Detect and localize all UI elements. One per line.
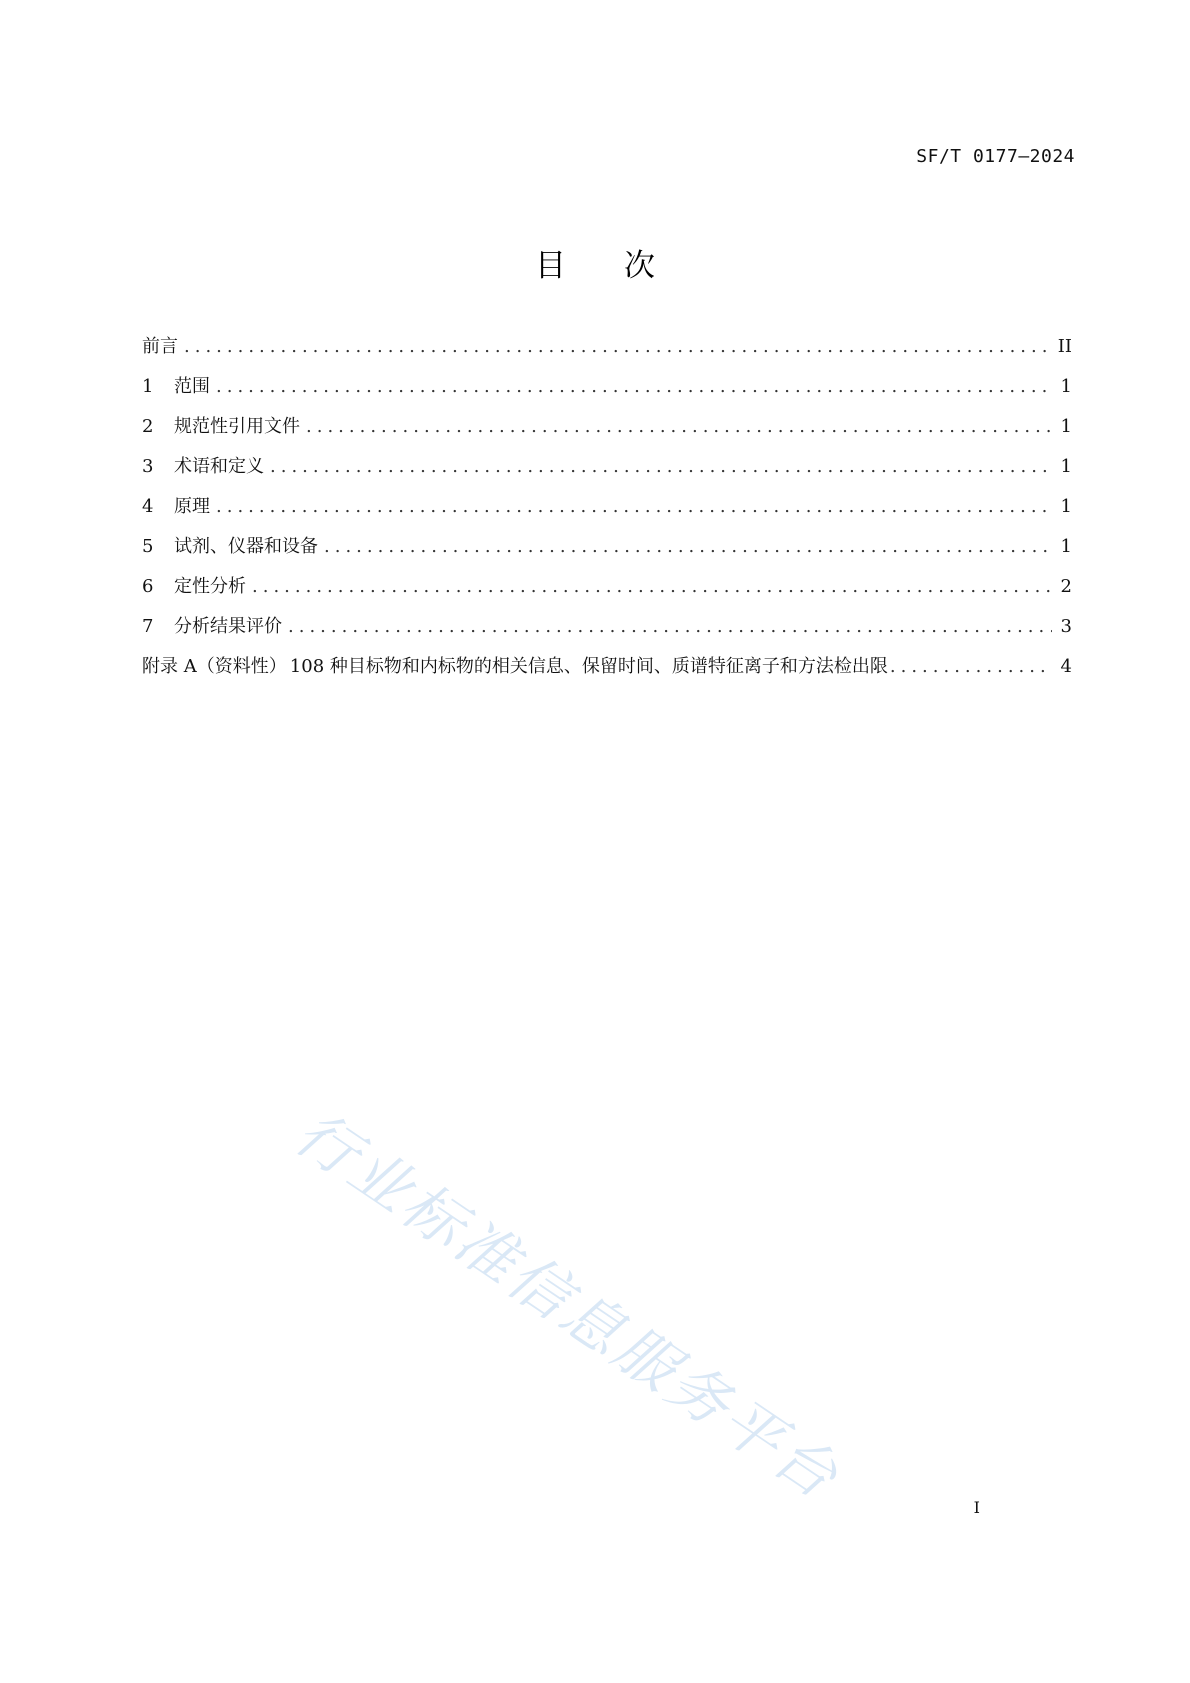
toc-entry-terms-definitions[interactable]	[142, 447, 1072, 487]
watermark-text: 行业标准信息服务平台	[282, 1098, 853, 1515]
toc-entry-qualitative-analysis[interactable]	[142, 567, 1072, 607]
toc-leader-dots	[890, 647, 1052, 687]
toc-entry-result-evaluation[interactable]	[142, 607, 1072, 647]
toc-entry-label: 定性分析	[174, 576, 246, 597]
toc-entry-reagents-equipment[interactable]	[142, 527, 1072, 567]
toc-leader-dots	[216, 367, 1052, 407]
page-title	[0, 240, 1190, 285]
toc-leader-dots	[270, 447, 1052, 487]
toc-entry-foreword[interactable]	[142, 327, 1072, 367]
toc-leader-dots	[306, 407, 1052, 447]
toc-entry-number: 5	[142, 536, 154, 557]
toc-leader-dots	[184, 327, 1050, 367]
annex-prefix: 附录 A（资料性）	[142, 656, 287, 677]
page-number: I	[973, 1498, 980, 1517]
toc-entry-label: 前言	[142, 336, 178, 357]
toc-entry-number: 1	[142, 376, 154, 397]
toc-entry-label: 范围	[174, 376, 210, 397]
toc-entry-page: 3	[1060, 616, 1072, 637]
toc-leader-dots	[324, 527, 1052, 567]
toc-entry-label: 原理	[174, 496, 210, 517]
toc-entry-page: 1	[1060, 496, 1072, 517]
toc-entry-page: 1	[1060, 376, 1072, 397]
toc-entry-number: 7	[142, 616, 154, 637]
toc-entry-number: 6	[142, 576, 154, 597]
toc-leader-dots	[216, 487, 1052, 527]
toc-entry-page: 2	[1060, 576, 1072, 597]
toc-entry-number: 3	[142, 456, 154, 477]
title-char-1: 目	[535, 248, 566, 284]
title-char-2: 次	[624, 248, 655, 284]
toc-leader-dots	[288, 607, 1052, 647]
toc-entry-page: 4	[1060, 656, 1072, 677]
toc-entry-page: II	[1057, 336, 1072, 357]
toc-entry-page: 1	[1060, 536, 1072, 557]
toc-entry-label: 分析结果评价	[174, 616, 282, 637]
toc-entry-number: 4	[142, 496, 154, 517]
toc-entry-principle[interactable]	[142, 487, 1072, 527]
toc-entry-normative-references[interactable]	[142, 407, 1072, 447]
table-of-contents	[142, 327, 1072, 687]
toc-entry-scope[interactable]	[142, 367, 1072, 407]
toc-entry-page: 1	[1060, 456, 1072, 477]
document-code: SF/T 0177—2024	[916, 146, 1075, 167]
toc-entry-number: 2	[142, 416, 154, 437]
toc-entry-label: 术语和定义	[174, 456, 264, 477]
toc-entry-annex-a[interactable]	[142, 647, 1072, 687]
annex-title: 108 种目标物和内标物的相关信息、保留时间、质谱特征离子和方法检出限	[289, 656, 888, 677]
toc-entry-label: 试剂、仪器和设备	[174, 536, 318, 557]
toc-leader-dots	[252, 567, 1052, 607]
toc-entry-label: 规范性引用文件	[174, 416, 300, 437]
toc-entry-page: 1	[1060, 416, 1072, 437]
